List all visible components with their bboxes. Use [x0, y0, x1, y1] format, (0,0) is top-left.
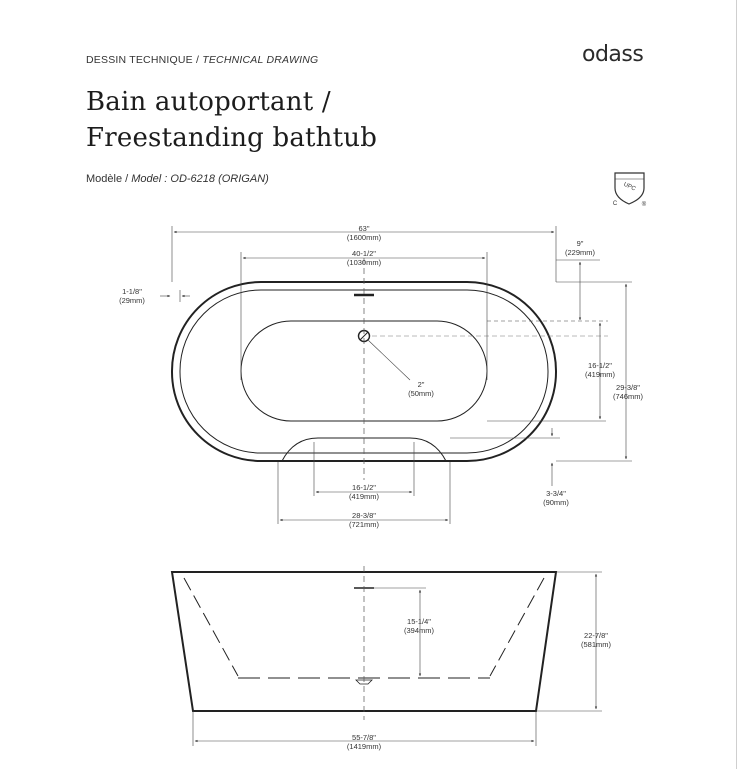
- dim-water-depth-in: 15-1/4": [407, 617, 431, 626]
- dim-inner-length-mm: (1030mm): [346, 258, 382, 267]
- model-fr: Modèle /: [86, 173, 129, 185]
- brand-logo: odass: [582, 42, 644, 67]
- dim-rim-offset-mm: (229mm): [564, 248, 596, 257]
- dim-base-length-in: 55-7/8": [352, 733, 376, 742]
- dim-overall-width-in: 29-3/8": [616, 383, 640, 392]
- dim-base-width-mm: (721mm): [348, 520, 380, 529]
- drawing-type-fr: DESSIN TECHNIQUE /: [86, 54, 200, 66]
- dim-base-offset: [450, 428, 560, 486]
- dim-base-offset-in: 3-3/4": [546, 489, 566, 498]
- upc-certification-icon: [613, 173, 647, 208]
- drawing-type-en: TECHNICAL DRAWING: [202, 54, 319, 66]
- dim-rim-offset-in: 9": [576, 239, 584, 248]
- dim-base-offset-mm: (90mm): [543, 498, 569, 507]
- dim-drain: [368, 340, 410, 380]
- upc-left-text: C: [612, 201, 618, 207]
- dim-overall-length-in: 63": [358, 224, 370, 233]
- title-line-2: Freestanding bathtub: [86, 123, 378, 153]
- dim-rim-thickness-in: 1-1/8": [122, 287, 142, 296]
- upc-mark-text: UPC: [622, 181, 637, 193]
- dim-overall-height-in: 22-7/8": [584, 631, 608, 640]
- dim-inner-width-in: 16-1/2": [588, 361, 612, 370]
- dim-rim-thickness: [160, 290, 190, 302]
- model-en: Model : OD-6218 (ORIGAN): [131, 173, 269, 185]
- dim-overall-height-mm: (581mm): [580, 640, 612, 649]
- dim-inner-width-mm: (419mm): [584, 370, 616, 379]
- upc-right-text: ®: [641, 202, 647, 208]
- dim-overall-length-mm: (1600mm): [346, 233, 382, 242]
- dim-water-depth-mm: (394mm): [403, 626, 435, 635]
- dim-base-length-mm: (1419mm): [346, 742, 382, 751]
- dim-notch-width-mm: (419mm): [348, 492, 380, 501]
- dim-inner-length-in: 40-1/2": [352, 249, 376, 258]
- dim-base-width-in: 28-3/8": [352, 511, 376, 520]
- dim-notch-width-in: 16-1/2": [352, 483, 376, 492]
- dim-overall-width-mm: (746mm): [612, 392, 644, 401]
- title-line-1: Bain autoportant /: [86, 87, 331, 117]
- dim-drain-mm: (50mm): [408, 389, 434, 398]
- dim-drain-in: 2": [417, 380, 425, 389]
- dim-rim-thickness-mm: (29mm): [119, 296, 145, 305]
